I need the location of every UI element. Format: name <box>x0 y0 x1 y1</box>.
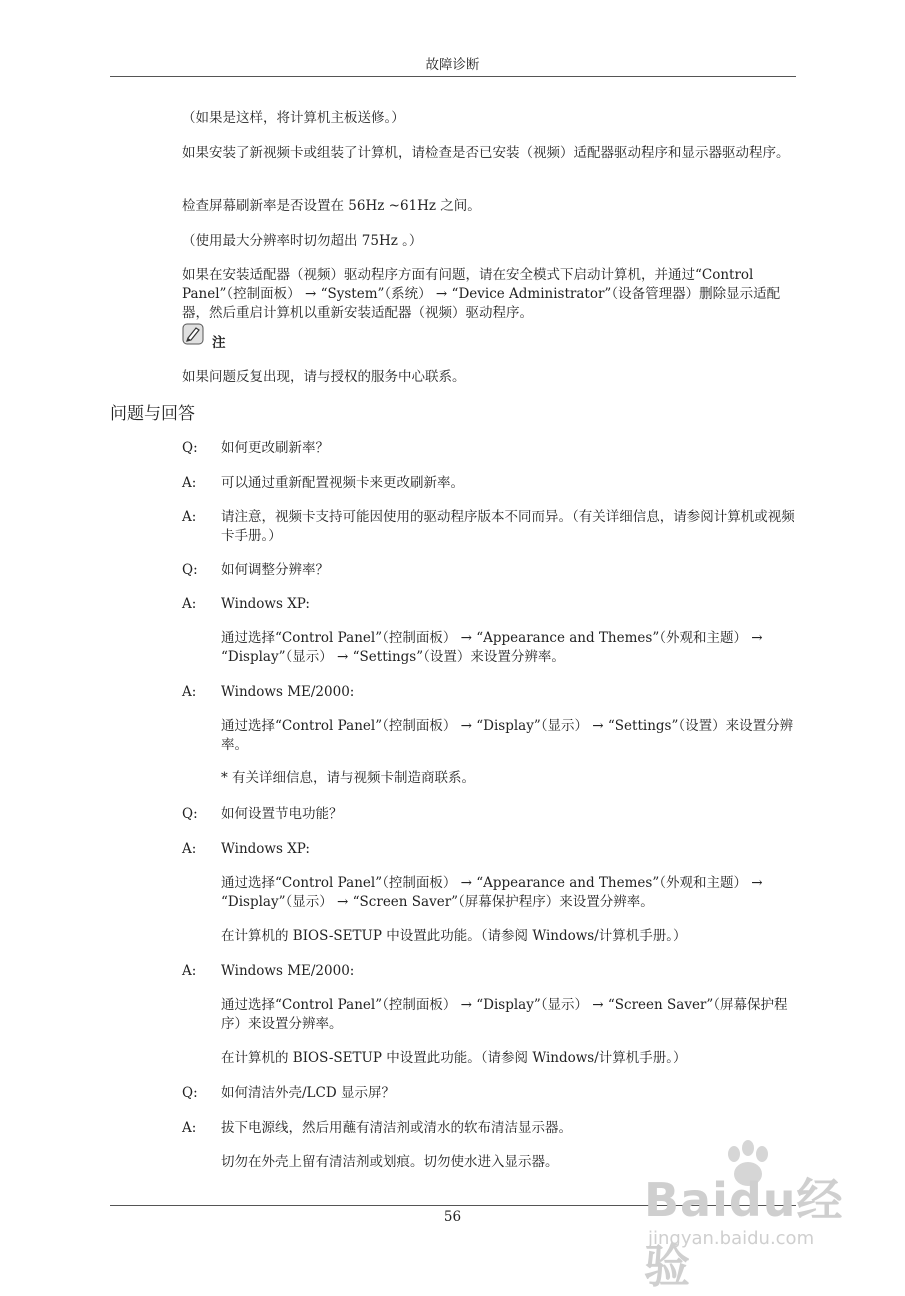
header-rule <box>110 76 796 77</box>
qa-text: Windows XP: <box>221 596 310 612</box>
qa-text: Windows XP: <box>221 841 310 857</box>
qa-text: 可以通过重新配置视频卡来更改刷新率。 <box>221 475 464 491</box>
qa-text: 拔下电源线，然后用蘸有清洁剂或清水的软布清洁显示器。 <box>221 1120 572 1136</box>
page-number: 56 <box>443 1209 462 1225</box>
qa-text: 通过选择“Control Panel”（控制面板） → “Display”（显示） → “Settings”（设置）来设置分辨率。 <box>221 718 794 753</box>
qa-mark: A: <box>182 841 197 857</box>
qa-text: 在计算机的 BIOS-SETUP 中设置此功能。（请参阅 Windows/计算机手册。） <box>221 1050 687 1066</box>
qa-mark: A: <box>182 596 197 612</box>
qa-text: 请注意，视频卡支持可能因使用的驱动程序版本不同而异。（有关详细信息，请参阅计算机或视频卡手册。） <box>221 509 795 544</box>
watermark-logo: Baidu经验 <box>644 1173 844 1293</box>
qa-text: Windows ME/2000: <box>221 684 355 700</box>
qa-text: 通过选择“Control Panel”（控制面板） → “Display”（显示） → “Screen Saver”（屏幕保护程序）来设置分辨率。 <box>221 997 788 1032</box>
paragraph: （如果是这样，将计算机主板送修。） <box>182 110 405 126</box>
qa-mark: A: <box>182 509 197 525</box>
qa-mark: Q: <box>182 806 198 822</box>
qa-text: 如何清洁外壳/LCD 显示屏？ <box>221 1085 395 1101</box>
note-pencil-icon <box>182 323 204 345</box>
watermark <box>640 1140 870 1293</box>
qa-text: 切勿在外壳上留有清洁剂或划痕。切勿使水进入显示器。 <box>221 1154 559 1170</box>
paragraph: 检查屏幕刷新率是否设置在 56Hz ~61Hz 之间。 <box>182 198 481 214</box>
qa-text: 如何设置节电功能？ <box>221 806 343 822</box>
note-label: 注 <box>212 335 226 351</box>
qa-text: 通过选择“Control Panel”（控制面板） → “Appearance and Themes”（外观和主题） → “Display”（显示） → “Screen Saver”（屏幕保护程序）来设置分辨率。 <box>221 875 763 910</box>
qa-mark: A: <box>182 475 197 491</box>
paragraph: 如果在安装适配器（视频）驱动程序方面有问题，请在安全模式下启动计算机，并通过“Control Panel”（控制面板） → “System”（系统） → “Device Administrator”（设备管理器）删除显示适配器，然后重启计算机以重新安装适配器（视频）驱动程序。 <box>182 267 781 321</box>
note-text: 如果问题反复出现，请与授权的服务中心联系。 <box>182 369 466 385</box>
qa-text: Windows ME/2000: <box>221 963 355 979</box>
qa-text: 在计算机的 BIOS-SETUP 中设置此功能。（请参阅 Windows/计算机手册。） <box>221 928 687 944</box>
qa-mark: Q: <box>182 1085 198 1101</box>
qa-text: 如何更改刷新率？ <box>221 440 329 456</box>
section-title: 问题与回答 <box>110 404 195 424</box>
watermark-url: jingyan.baidu.com <box>648 1228 815 1249</box>
qa-mark: A: <box>182 963 197 979</box>
qa-mark: A: <box>182 1120 197 1136</box>
qa-mark: Q: <box>182 440 198 456</box>
paragraph: 如果安装了新视频卡或组装了计算机，请检查是否已安装（视频）适配器驱动程序和显示器驱动程序。 <box>182 145 790 161</box>
qa-text: 通过选择“Control Panel”（控制面板） → “Appearance and Themes”（外观和主题） → “Display”（显示） → “Settings”（设置）来设置分辨率。 <box>221 630 763 665</box>
qa-text: 如何调整分辨率？ <box>221 562 329 578</box>
qa-mark: A: <box>182 684 197 700</box>
qa-mark: Q: <box>182 562 198 578</box>
qa-text: * 有关详细信息，请与视频卡制造商联系。 <box>221 770 476 786</box>
page-header-title: 故障诊断 <box>425 57 480 73</box>
paragraph: （使用最大分辨率时切勿超出 75Hz 。） <box>182 233 423 249</box>
